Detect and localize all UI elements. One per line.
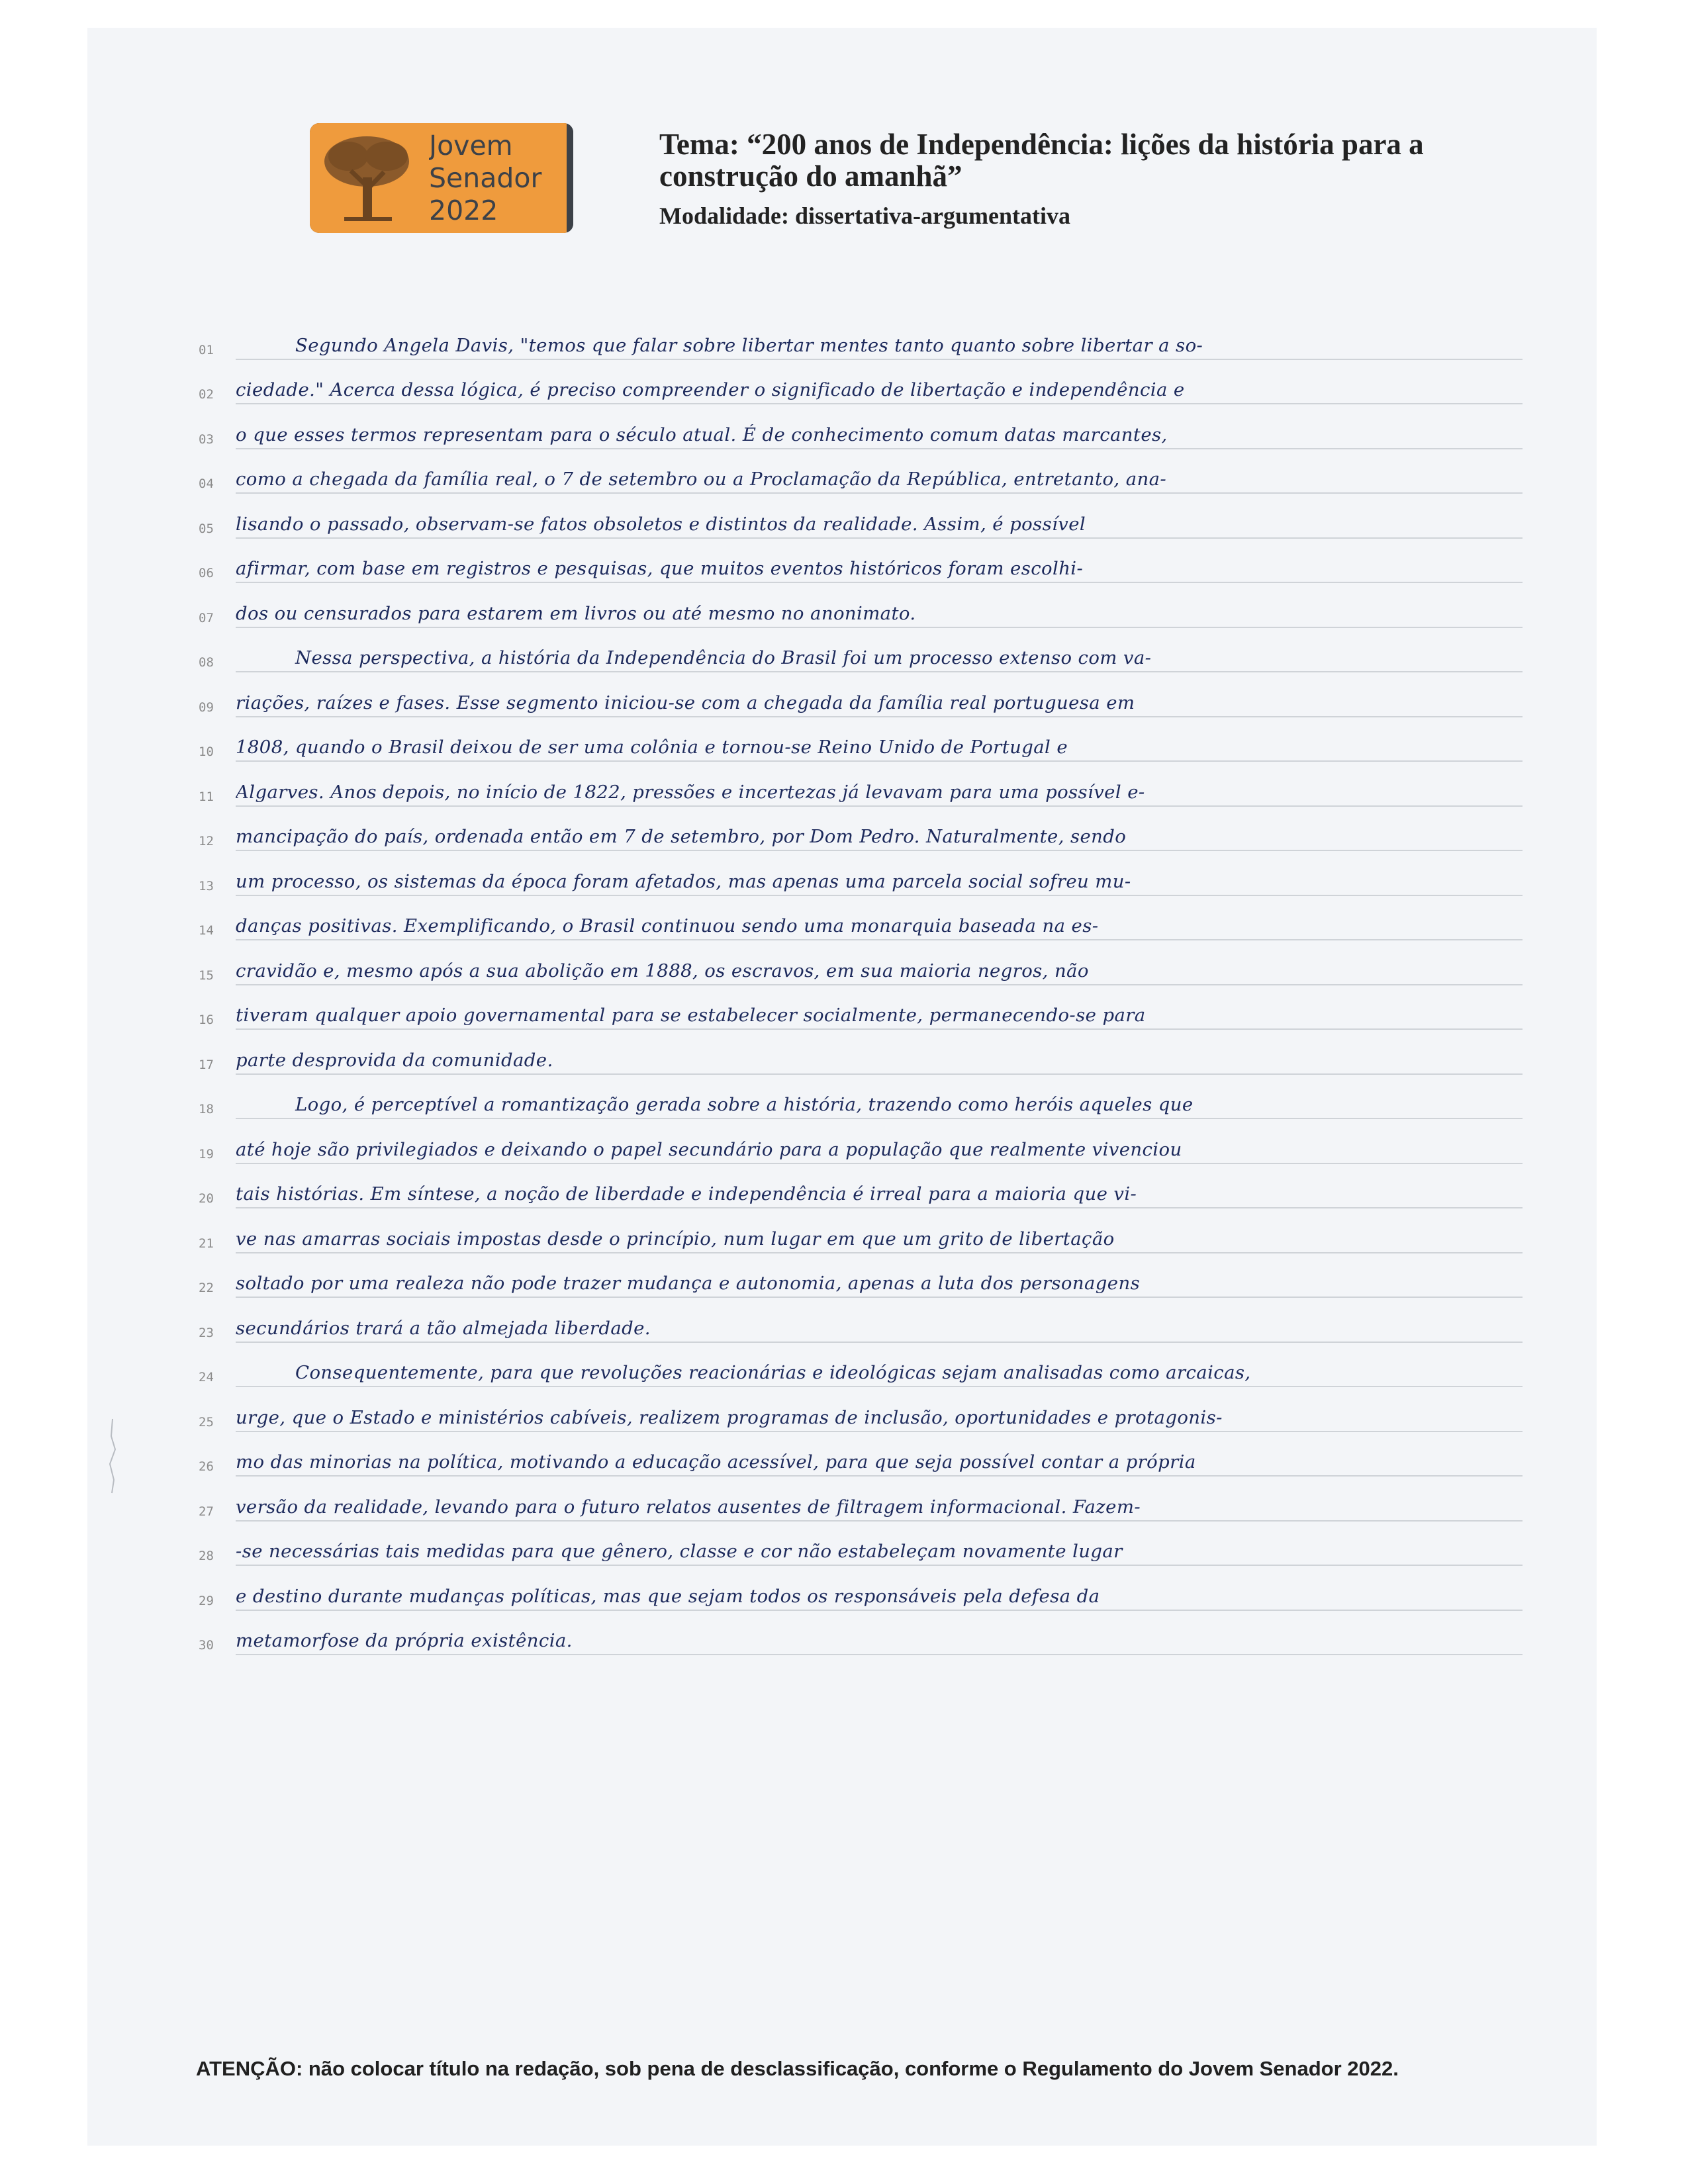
essay-lines (185, 318, 1523, 1658)
tree-icon (310, 123, 429, 233)
handwritten-text: tiveram qualquer apoio governamental para se estabelecer socialmente, permanecendo-se para (236, 1005, 1146, 1026)
handwritten-text: como a chegada da família real, o 7 de setembro ou a Proclamação da República, entretanto, ana- (236, 469, 1167, 490)
essay-line (185, 1569, 1523, 1614)
essay-line (185, 943, 1523, 988)
line-rule (236, 1431, 1523, 1432)
line-rule (236, 716, 1523, 717)
theme-title: Tema: “200 anos de Independência: lições da história para a construção do amanhã” (659, 128, 1424, 193)
essay-line (185, 899, 1523, 944)
logo-dark-band (567, 123, 573, 233)
line-rule (236, 582, 1523, 583)
essay-line (185, 1435, 1523, 1480)
essay-line (185, 1211, 1523, 1256)
line-number: 13 (199, 878, 214, 893)
handwritten-text: até hoje são privilegiados e deixando o papel secundário para a população que realmente vivenciou (236, 1138, 1182, 1160)
handwritten-text: Nessa perspectiva, a história da Independência do Brasil foi um processo extenso com va- (295, 647, 1152, 668)
essay-line (185, 764, 1523, 809)
essay-line (185, 407, 1523, 452)
margin-scribble (99, 1416, 126, 1496)
line-rule (236, 1118, 1523, 1119)
essay-line (185, 586, 1523, 631)
line-rule (236, 939, 1523, 940)
line-rule (236, 448, 1523, 449)
line-number: 30 (199, 1638, 214, 1653)
line-number: 17 (199, 1057, 214, 1072)
line-number: 14 (199, 923, 214, 938)
essay-line (185, 1614, 1523, 1659)
line-rule (236, 1073, 1523, 1075)
handwritten-text: mo das minorias na política, motivando a educação acessível, para que seja possível contar a própria (236, 1451, 1196, 1473)
handwritten-text: Consequentemente, para que revoluções reacionárias e ideológicas sejam analisadas como arcaicas, (295, 1362, 1251, 1383)
essay-line (185, 1256, 1523, 1301)
essay-line (185, 631, 1523, 676)
essay-line (185, 1300, 1523, 1345)
essay-line (185, 854, 1523, 899)
line-number: 18 (199, 1102, 214, 1116)
handwritten-text: ve nas amarras sociais impostas desde o princípio, num lugar em que um grito de libertação (236, 1228, 1115, 1250)
line-number: 22 (199, 1281, 214, 1295)
line-number: 04 (199, 477, 214, 491)
line-rule (236, 537, 1523, 539)
handwritten-text: um processo, os sistemas da época foram afetados, mas apenas uma parcela social sofreu mu- (236, 870, 1131, 892)
handwritten-text: danças positivas. Exemplificando, o Brasil continuou sendo uma monarquia baseada na es- (236, 915, 1099, 936)
line-rule (236, 1475, 1523, 1477)
line-rule (236, 1163, 1523, 1164)
essay-line (185, 1122, 1523, 1167)
handwritten-text: mancipação do país, ordenada então em 7 de setembro, por Dom Pedro. Naturalmente, sendo (236, 826, 1127, 847)
handwritten-text: versão da realidade, levando para o futuro relatos ausentes de filtragem informacional. Fazem- (236, 1496, 1141, 1518)
handwritten-text: urge, que o Estado e ministérios cabíveis, realizem programas de inclusão, oportunidades e protagonis- (236, 1406, 1223, 1428)
line-number: 27 (199, 1504, 214, 1519)
line-number: 20 (199, 1191, 214, 1206)
line-number: 23 (199, 1325, 214, 1340)
line-rule (236, 1297, 1523, 1298)
line-number: 02 (199, 387, 214, 402)
line-rule (236, 1520, 1523, 1522)
handwritten-text: metamorfose da própria existência. (236, 1630, 573, 1651)
modality: Modalidade: dissertativa-argumentativa (659, 203, 1070, 229)
line-number: 25 (199, 1414, 214, 1430)
line-rule (236, 1207, 1523, 1208)
essay-line (185, 318, 1523, 363)
essay-line (185, 1167, 1523, 1212)
warning-note: ATENÇÃO: não colocar título na redação, sob pena de desclassificação, conforme o Regulamento do Jovem Senador 2022. (196, 2057, 1399, 2080)
line-number: 26 (199, 1459, 214, 1474)
essay-line (185, 809, 1523, 854)
line-rule (236, 850, 1523, 851)
line-number: 21 (199, 1236, 214, 1251)
line-rule (236, 984, 1523, 985)
line-number: 19 (199, 1146, 214, 1161)
line-rule (236, 492, 1523, 494)
logo-line-3: 2022 (429, 194, 498, 226)
handwritten-text: dos ou censurados para estarem em livros ou até mesmo no anonimato. (236, 602, 916, 624)
essay-line (185, 1077, 1523, 1122)
line-rule (236, 805, 1523, 807)
handwritten-text: parte desprovida da comunidade. (236, 1049, 553, 1071)
line-rule (236, 895, 1523, 896)
handwritten-text: Logo, é perceptível a romantização gerada sobre a história, trazendo como heróis aqueles que (295, 1094, 1194, 1115)
line-number: 11 (199, 789, 214, 804)
header (659, 128, 1520, 229)
line-rule (236, 1565, 1523, 1566)
essay-line (185, 496, 1523, 541)
logo-text (429, 123, 567, 233)
essay-line (185, 363, 1523, 408)
line-rule (236, 1342, 1523, 1343)
handwritten-text: o que esses termos representam para o século atual. É de conhecimento comum datas marcantes, (236, 424, 1168, 445)
essay-line (185, 675, 1523, 720)
handwritten-text: Algarves. Anos depois, no início de 1822, pressões e incertezas já levavam para uma possível e- (236, 781, 1145, 803)
line-number: 15 (199, 968, 214, 983)
handwritten-text: afirmar, com base em registros e pesquisas, que muitos eventos históricos foram escolhi- (236, 558, 1084, 579)
handwritten-text: -se necessárias tais medidas para que gênero, classe e cor não estabeleçam novamente lugar (236, 1541, 1123, 1562)
logo-line-2: Senador (429, 161, 542, 194)
line-number: 06 (199, 566, 214, 580)
handwritten-text: lisando o passado, observam-se fatos obsoletos e distintos da realidade. Assim, é possível (236, 513, 1086, 535)
logo-line-1: Jovem (429, 129, 513, 161)
handwritten-text: tais histórias. Em síntese, a noção de liberdade e independência é irreal para a maioria que vi- (236, 1183, 1137, 1205)
line-number: 29 (199, 1593, 214, 1608)
line-number: 24 (199, 1370, 214, 1385)
essay-line (185, 1032, 1523, 1077)
line-rule (236, 1610, 1523, 1611)
line-number: 10 (199, 745, 214, 759)
line-number: 01 (199, 342, 214, 357)
line-number: 12 (199, 834, 214, 848)
line-number: 08 (199, 655, 214, 670)
line-rule (236, 403, 1523, 404)
line-rule (236, 359, 1523, 360)
essay-line (185, 1479, 1523, 1524)
handwritten-text: e destino durante mudanças políticas, mas que sejam todos os responsáveis pela defesa da (236, 1585, 1100, 1607)
essay-line (185, 1524, 1523, 1569)
line-rule (236, 627, 1523, 628)
essay-line (185, 452, 1523, 497)
handwritten-text: Segundo Angela Davis, "temos que falar sobre libertar mentes tanto quanto sobre libertar a so- (295, 334, 1203, 356)
handwritten-text: riações, raízes e fases. Esse segmento iniciou-se com a chegada da família real portuguesa em (236, 692, 1135, 713)
line-rule (236, 760, 1523, 762)
line-number: 16 (199, 1013, 214, 1027)
handwritten-text: 1808, quando o Brasil deixou de ser uma colônia e tornou-se Reino Unido de Portugal e (236, 737, 1068, 758)
line-number: 28 (199, 1549, 214, 1563)
line-number: 09 (199, 700, 214, 715)
line-rule (236, 1654, 1523, 1655)
line-number: 07 (199, 610, 214, 625)
handwritten-text: soltado por uma realeza não pode trazer mudança e autonomia, apenas a luta dos personagens (236, 1273, 1141, 1294)
essay-line (185, 1345, 1523, 1390)
jovem-senador-logo (310, 123, 573, 233)
essay-line (185, 1390, 1523, 1435)
handwritten-text: cravidão e, mesmo após a sua abolição em 1888, os escravos, em sua maioria negros, não (236, 960, 1089, 981)
line-rule (236, 1386, 1523, 1387)
line-rule (236, 1252, 1523, 1253)
line-number: 05 (199, 521, 214, 536)
line-rule (236, 1028, 1523, 1030)
line-number: 03 (199, 432, 214, 447)
essay-line (185, 541, 1523, 586)
essay-line (185, 988, 1523, 1033)
handwritten-text: ciedade." Acerca dessa lógica, é preciso compreender o significado de libertação e independência e (236, 379, 1185, 400)
handwritten-text: secundários trará a tão almejada liberdade. (236, 1317, 651, 1339)
line-rule (236, 671, 1523, 672)
essay-line (185, 720, 1523, 765)
